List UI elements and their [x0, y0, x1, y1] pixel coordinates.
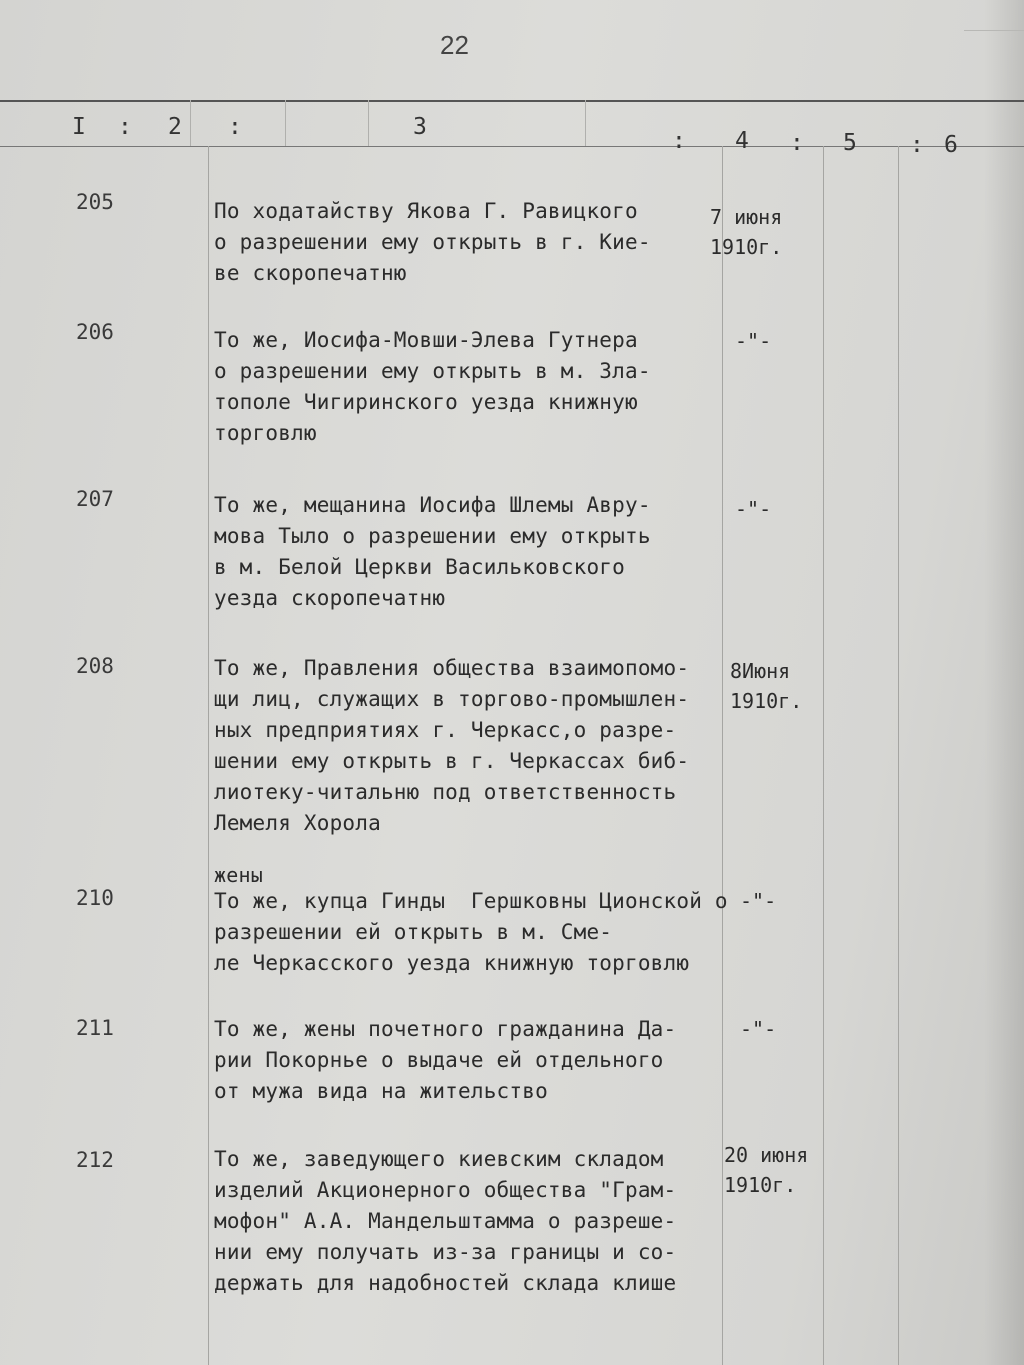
column-header-2: 2: [168, 114, 182, 140]
header-divider: [368, 100, 369, 146]
entry-number: 210: [76, 886, 114, 910]
entry-text: То же, Правления общества взаимопомо- щи лиц, служащих в торгово-промышлен- ных предприятиях г. Черкасс,о разре- шении ему открыть в г. Черкассах биб- лиотеку-читальню под ответственность Лемеля Хорола: [214, 656, 690, 835]
column-divider: [208, 146, 209, 1365]
column-divider: [823, 146, 824, 1365]
header-top-rule: [0, 100, 1024, 102]
page-number: 22: [440, 30, 469, 60]
column-separator: :: [672, 128, 686, 154]
entry-number: 205: [76, 190, 114, 214]
entry-date: -"-: [740, 1017, 777, 1041]
entry-text: По ходатайству Якова Г. Равицкого о разрешении ему открыть в г. Кие- ве скоропечатню: [214, 199, 651, 285]
entry-number: 211: [76, 1016, 114, 1040]
entry-number: 207: [76, 487, 114, 511]
entry-text: То же, Иосифа-Мовши-Элева Гутнера о разрешении ему открыть в м. Зла- тополе Чигиринского уезда книжную торговлю: [214, 328, 651, 445]
column-divider: [722, 146, 723, 1365]
entry-note: жены: [214, 863, 263, 887]
column-separator: :: [910, 132, 924, 158]
header-divider: [190, 100, 191, 146]
column-header-6: 6: [944, 132, 958, 158]
header-divider: [585, 100, 586, 146]
entry-text: То же, жены почетного гражданина Да- рии Покорнье о выдаче ей отдельного от мужа вида на жительство: [214, 1017, 677, 1103]
entry-text: То же, мещанина Иосифа Шлемы Авру- мова Тыло о разрешении ему открыть в м. Белой Церкви Васильковского уезда скоропечатню: [214, 493, 651, 610]
entry-date: -"-: [740, 889, 777, 913]
entry-date: -"-: [735, 497, 772, 521]
page-edge-line: [964, 0, 1024, 31]
column-header-4: 4: [735, 128, 749, 154]
entry-date: 7 июня 1910г.: [710, 205, 783, 259]
entry-date: -"-: [735, 329, 772, 353]
entry-number: 212: [76, 1148, 114, 1172]
column-separator: :: [790, 130, 804, 156]
entry-text: То же, заведующего киевским складом изделий Акционерного общества "Грам- мофон" А.А. Мандельштамма о разреше- нии ему получать из-за границы и со- держать для надобностей склада клише: [214, 1147, 677, 1295]
page-edge-shadow: [984, 0, 1024, 1365]
header-divider: [285, 100, 286, 146]
column-header-3: 3: [413, 114, 427, 140]
column-divider: [898, 146, 899, 1365]
header-bottom-rule: [0, 146, 1024, 147]
entry-number: 208: [76, 654, 114, 678]
column-separator: :: [228, 114, 242, 140]
column-header-5: 5: [843, 130, 857, 156]
entry-number: 206: [76, 320, 114, 344]
entry-date: 20 июня 1910г.: [724, 1143, 809, 1197]
entry-text: То же, купца Гинды Гершковны Ционской о разрешении ей открыть в м. Сме- ле Черкасского уезда книжную торговлю: [214, 889, 728, 975]
column-separator: :: [118, 114, 132, 140]
column-header-1: I: [72, 114, 86, 140]
entry-date: 8Июня 1910г.: [730, 659, 803, 713]
